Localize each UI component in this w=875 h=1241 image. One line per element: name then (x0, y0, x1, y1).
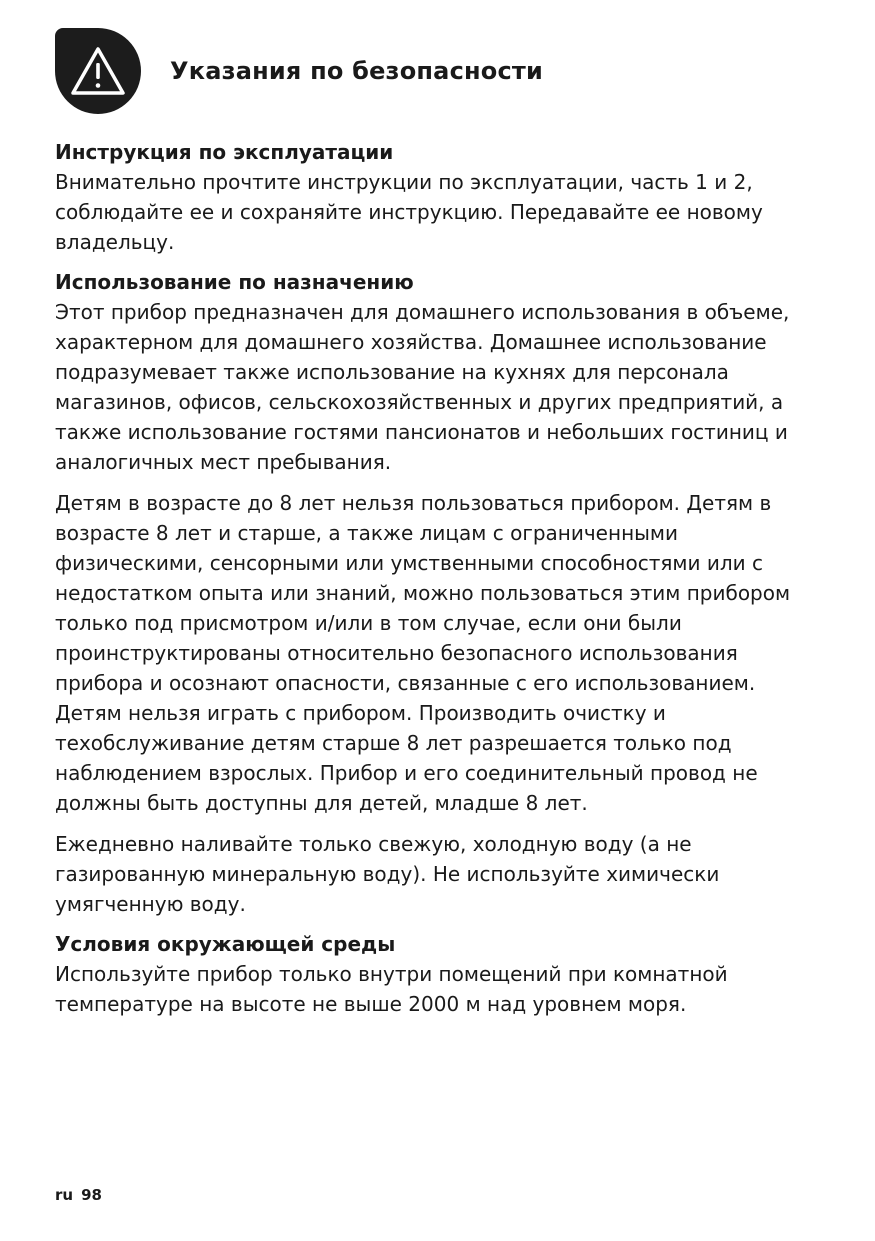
page-content (55, 137, 825, 1019)
language-code: ru (55, 1186, 74, 1204)
paragraph: Используйте прибор только внутри помещений при комнатной температуре на высоте не выше 2000 м над уровнем моря. (55, 962, 728, 1016)
section-heading: Использование по назначению (55, 270, 414, 294)
section-environment-conditions (55, 929, 825, 1019)
warning-triangle-icon (55, 28, 141, 114)
paragraph: Ежедневно наливайте только свежую, холодную воду (а не газированную минеральную воду). Не используйте химически умягченную воду. (55, 832, 720, 916)
paragraph: Внимательно прочтите инструкции по эксплуатации, часть 1 и 2, соблюдайте ее и сохраняйте инструкцию. Передавайте ее новому владельцу. (55, 170, 763, 254)
page-number: 98 (81, 1186, 102, 1204)
section-operating-instructions (55, 137, 825, 257)
section-heading: Условия окружающей среды (55, 932, 396, 956)
page-title: Указания по безопасности (170, 57, 544, 85)
page-footer (55, 1186, 102, 1204)
paragraph: Этот прибор предназначен для домашнего использования в объеме, характерном для домашнего хозяйства. Домашнее использование подразумевает также использование на кухнях для персонала магазинов, офисов, сельскохозяйственных и других предприятий, а также использование гостями пансионатов и небольших гостиниц и аналогичных мест пребывания. (55, 300, 790, 474)
section-intended-use (55, 267, 825, 919)
page-header (55, 28, 543, 114)
section-heading: Инструкция по эксплуатации (55, 140, 394, 164)
paragraph: Детям в возрасте до 8 лет нельзя пользоваться прибором. Детям в возрасте 8 лет и старше, а также лицам с ограниченными физическими, сенсорными или умственными способностями или с недостатком опыта или знаний, можно пользоваться этим прибором только под присмотром и/или в том случае, если они были проинструктированы относительно безопасного использования прибора и осознают опасности, связанные с его использованием. Детям нельзя играть с прибором. Производить очистку и техобслуживание детям старше 8 лет разрешается только под наблюдением взрослых. Прибор и его соединительный провод не должны быть доступны для детей, младше 8 лет. (55, 491, 791, 815)
